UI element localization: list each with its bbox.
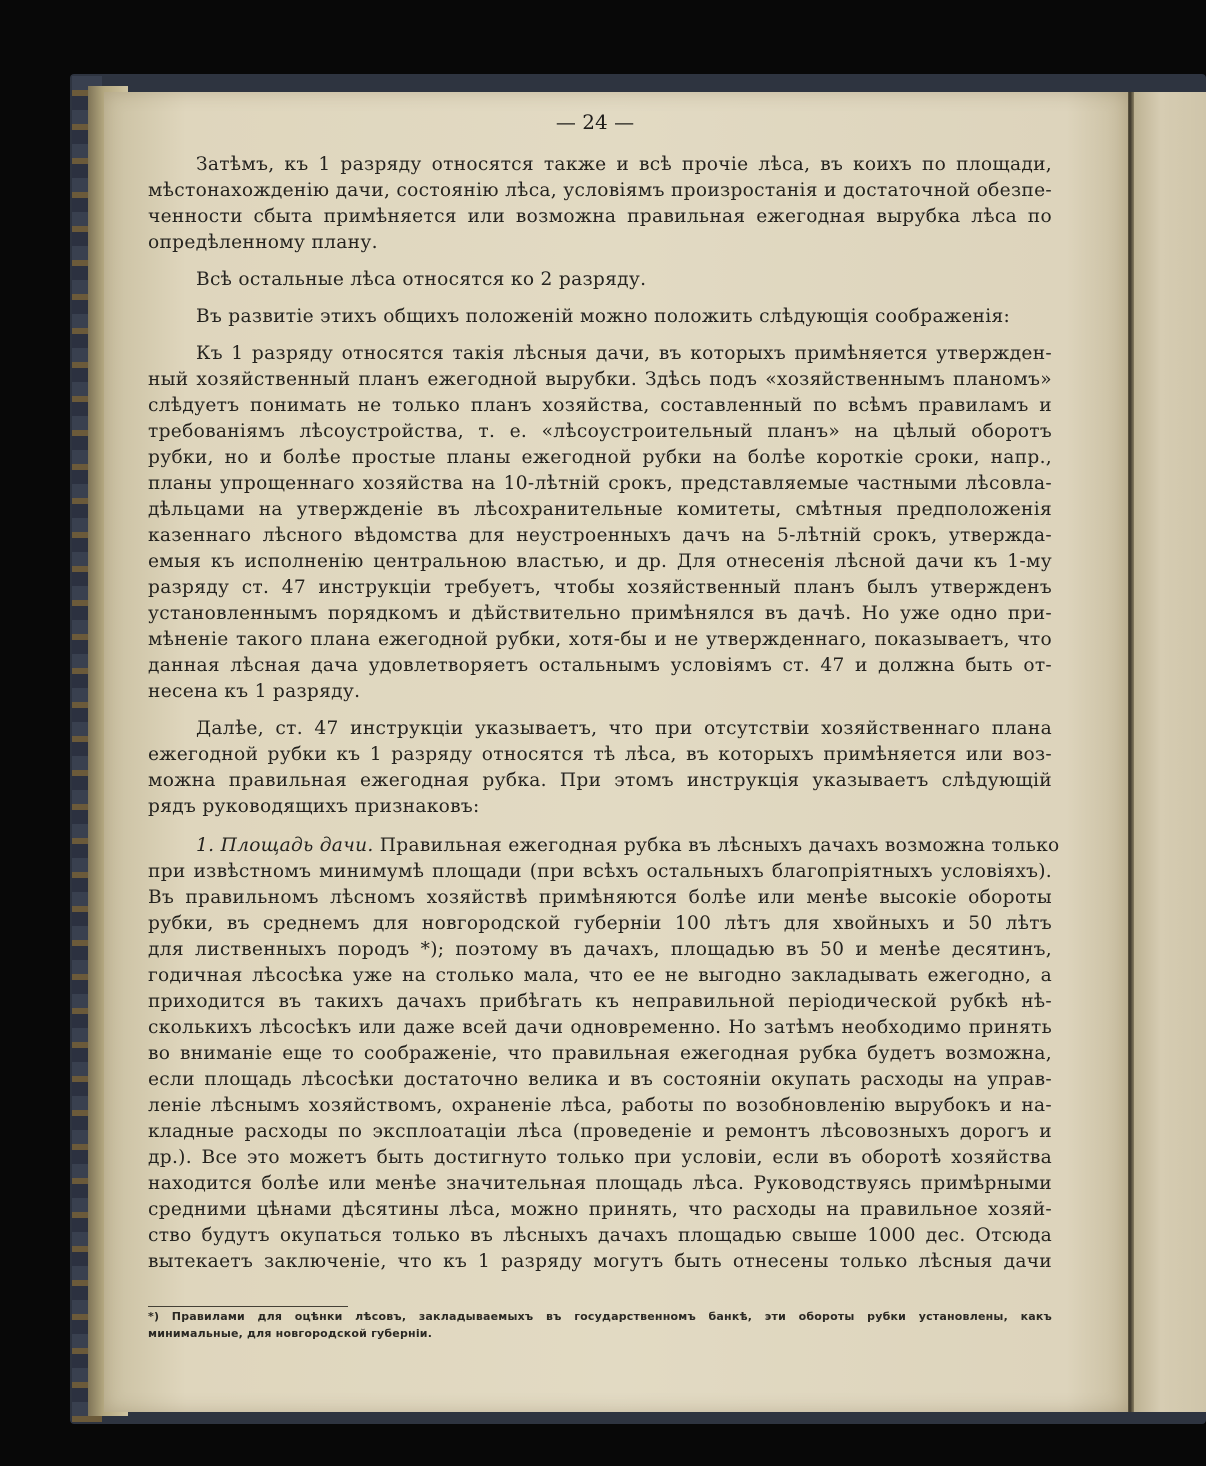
text-line: для лиственныхъ породъ *); поэтому въ дачахъ, площадью въ 50 и менѣе десятинъ, xyxy=(148,939,1052,960)
page-body xyxy=(148,152,1060,1275)
paragraph-6 xyxy=(148,833,1060,1275)
paragraph-5 xyxy=(148,716,1052,820)
text-line: планы упрощеннаго хозяйства на 10-лѣтній срокъ, представляемые частными лѣсовла- xyxy=(148,473,1052,494)
text-line: разряду ст. 47 инструкціи требуетъ, чтобы хозяйственный планъ былъ утвержденъ xyxy=(148,577,1052,598)
section-number: 1. xyxy=(196,835,215,856)
paragraph-3 xyxy=(148,304,1052,330)
text-line: ежегодной рубки къ 1 разряду относятся тѣ лѣса, въ которыхъ примѣняется или воз- xyxy=(148,744,1052,765)
text-line: несена къ 1 разряду. xyxy=(148,681,361,702)
text-line: приходится въ такихъ дачахъ прибѣгать къ неправильной періодической рубкѣ нѣ- xyxy=(148,991,1052,1012)
footnote xyxy=(148,1308,1052,1342)
text-line: емыя къ исполненію центральною властью, и др. Для отнесенія лѣсной дачи къ 1-му xyxy=(148,551,1052,572)
facing-page xyxy=(1130,92,1206,1412)
text-line: сколькихъ лѣсосѣкъ или даже всей дачи одновременно. Но затѣмъ необходимо принять xyxy=(148,1017,1052,1038)
text-line: дѣльцами на утвержденіе въ лѣсохранительные комитеты, смѣтныя предположенія xyxy=(148,499,1052,520)
text-line: Затѣмъ, къ 1 разряду относятся также и всѣ прочіе лѣса, въ коихъ по площади, xyxy=(196,154,1052,175)
text-line: казеннаго лѣсного вѣдомства для неустроенныхъ дачъ на 5-лѣтній срокъ, утвержда- xyxy=(148,525,1052,546)
text-line: при извѣстномъ минимумѣ площади (при всѣхъ остальныхъ благопріятныхъ условіяхъ). xyxy=(148,861,1052,882)
text-line: находится болѣе или менѣе значительная площадь лѣса. Руководствуясь примѣрными xyxy=(148,1173,1052,1194)
text-line: Въ развитіе этихъ общихъ положеній можно положить слѣдующія соображенія: xyxy=(196,306,1011,327)
text-line: рубки, но и болѣе простые планы ежегодной рубки на болѣе короткіе сроки, напр., xyxy=(148,447,1052,468)
section-first-line xyxy=(148,833,1060,859)
text-line: вытекаетъ заключеніе, что къ 1 разряду могутъ быть отнесены только лѣсныя дачи xyxy=(148,1251,1052,1272)
text-line: мѣненіе такого плана ежегодной рубки, хотя-бы и не утвержденнаго, показываетъ, что xyxy=(148,629,1052,650)
text-line: данная лѣсная дача удовлетворяетъ остальнымъ условіямъ ст. 47 и должна быть от- xyxy=(148,655,1052,676)
text-line: др.). Все это можетъ быть достигнуто только при условіи, если въ оборотѣ хозяйства xyxy=(148,1147,1052,1168)
text-fragment: Правильная ежегодная рубка въ лѣсныхъ дачахъ возможна только xyxy=(379,835,1060,856)
text-line: кладные расходы по эксплоатаціи лѣса (проведеніе и ремонтъ лѣсовозныхъ дорогъ и xyxy=(148,1121,1052,1142)
text-line: можна правильная ежегодная рубка. При этомъ инструкція указываетъ слѣдующій xyxy=(148,770,1052,791)
text-line: во вниманіе еще то соображеніе, что правильная ежегодная рубка будетъ возможна, xyxy=(148,1043,1052,1064)
text-line: рядъ руководящихъ признаковъ: xyxy=(148,796,480,817)
text-line: Къ 1 разряду относятся такія лѣсныя дачи, въ которыхъ примѣняется утвержден- xyxy=(196,343,1052,364)
text-line: ство будутъ окупаться только въ лѣсныхъ дачахъ площадью свыше 1000 дес. Отсюда xyxy=(148,1225,1052,1246)
text-line: если площадь лѣсосѣки достаточно велика и въ состояніи окупать расходы на управ- xyxy=(148,1069,1052,1090)
paragraph-2 xyxy=(148,267,1052,293)
text-line: леніе лѣснымъ хозяйствомъ, охраненіе лѣса, работы по возобновленію вырубокъ и на- xyxy=(148,1095,1052,1116)
footnote-rule xyxy=(148,1306,348,1307)
text-line: Далѣе, ст. 47 инструкціи указываетъ, что при отсутствіи хозяйственнаго плана xyxy=(196,718,1052,739)
paragraph-1 xyxy=(148,152,1052,256)
text-line: требованіямъ лѣсоустройства, т. е. «лѣсоустроительный планъ» на цѣлый оборотъ xyxy=(148,421,1052,442)
page-number: — 24 — xyxy=(555,110,635,134)
footnote-line: *) Правилами для оцѣнки лѣсовъ, закладываемыхъ въ государственномъ банкѣ, эти обороты рубки установлены, какъ xyxy=(148,1310,1052,1323)
text-line: рубки, въ среднемъ для новгородской губерніи 100 лѣтъ для хвойныхъ и 50 лѣтъ xyxy=(148,913,1052,934)
text-line: Въ правильномъ лѣсномъ хозяйствѣ примѣняются болѣе или менѣе высокіе обороты xyxy=(148,887,1052,908)
text-line: Всѣ остальные лѣса относятся ко 2 разряду. xyxy=(196,269,647,290)
text-line: средними цѣнами дѣсятины лѣса, можно принять, что расходы на правильное хозяй- xyxy=(148,1199,1052,1220)
text-line: слѣдуетъ понимать не только планъ хозяйства, составленный по всѣмъ правиламъ и xyxy=(148,395,1052,416)
section-title: Площадь дачи. xyxy=(220,835,374,856)
text-line: ный хозяйственный планъ ежегодной вырубки. Здѣсь подъ «хозяйственнымъ планомъ» xyxy=(148,369,1052,390)
paragraph-4 xyxy=(148,341,1052,705)
text-line: годичная лѣсосѣка уже на столько мала, что ее не выгодно закладывать ежегодно, а xyxy=(148,965,1052,986)
text-line: установленнымъ порядкомъ и дѣйствительно примѣнялся въ дачѣ. Но уже одно при- xyxy=(148,603,1052,624)
text-line: опредѣленному плану. xyxy=(148,232,378,253)
footnote-line: минимальные, для новгородской губерніи. xyxy=(148,1327,433,1340)
text-line: мѣстонахожденію дачи, состоянію лѣса, условіямъ произростанія и достаточной обезпе- xyxy=(148,180,1052,201)
text-line: ченности сбыта примѣняется или возможна правильная ежегодная вырубка лѣса по xyxy=(148,206,1052,227)
